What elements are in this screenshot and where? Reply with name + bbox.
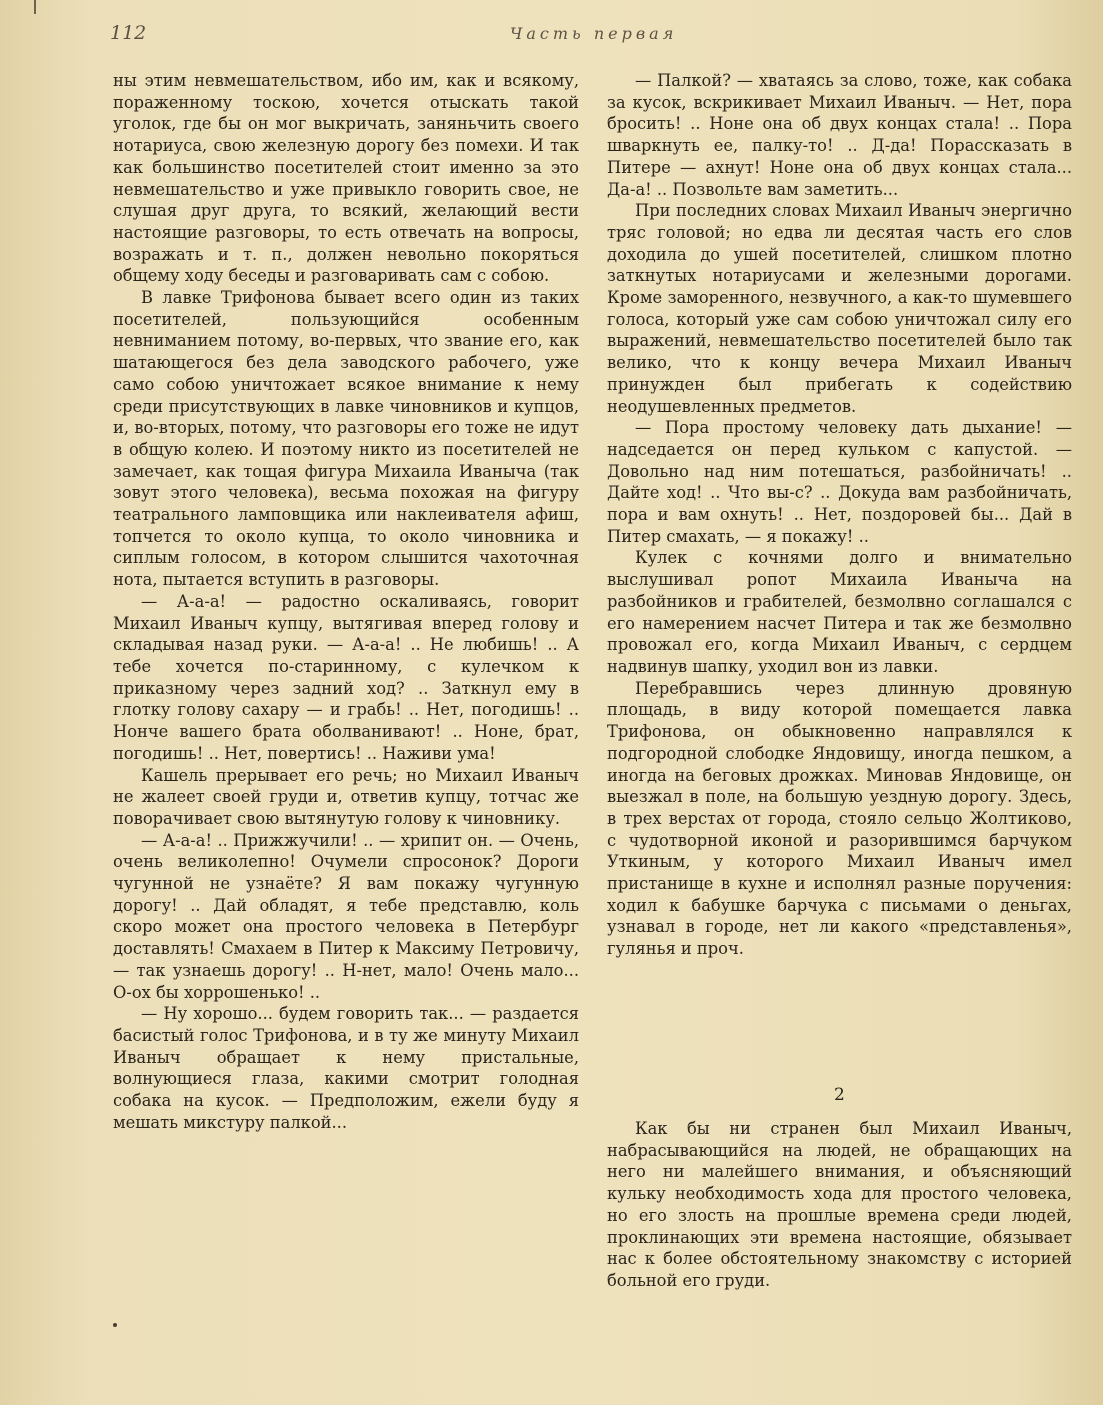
right-column xyxy=(607,70,1072,960)
print-speck xyxy=(113,1323,117,1327)
left-column xyxy=(113,70,579,1133)
paragraph: — Пора простому человеку дать дыхание! — надседается он перед кульком с капустой. — Довольно над ним потешаться, разбойничать! .. Дайте ход! .. Что вы-с? .. Докуда вам разбойничать, пора и вам охнуть! .. Нет, поздоровей бы... Дай в Питер смахать, — я покажу! .. xyxy=(607,418,1072,546)
paragraph: — А-а-а! .. Прижжучили! .. — хрипит он. — Очень, очень великолепно! Очумели спросонок? Дороги чугунной не узнаёте? Я вам покажу чугунную дорогу! .. Дай обладят, я тебе представлю, коль скоро может она простого человека в Петербург доставлять! Смахаем в Питер к Максиму Петровичу, — так узнаешь дорогу! .. Н-нет, мало! Очень мало... О-ох бы хоррошенько! .. xyxy=(113,830,579,1002)
paragraph: ны этим невмешательством, ибо им, как и всякому, пораженному тоскою, хочется отыскать такой уголок, где бы он мог выкричать, заняньчить своего нотариуса, свою железную дорогу без помехи. И так как большинство посетителей стоит именно за это невмешательство и уже привыкло говорить свое, не слушая друг друга, то всякий, желающий вести настоящие разговоры, то есть отвечать на вопросы, возражать и т. п., должен невольно покоряться общему ходу беседы и разговаривать сам с собою. xyxy=(113,71,579,286)
section-number: 2 xyxy=(834,1085,845,1105)
paragraph: — Ну хорошо... будем говорить так... — раздается басистый голос Трифонова, и в ту же минуту Михаил Иваныч обращает к нему пристальные, волнующиеся глаза, какими смотрит голодная собака на кусок. — Предположим, ежели буду я мешать микстуру палкой... xyxy=(113,1004,579,1132)
paragraph: — Палкой? — хватаясь за слово, тоже, как собака за кусок, вскрикивает Михаил Иваныч. — Нет, пора бросить! .. Ноне она об двух концах стала! .. Пора шваркнуть ее, палку-то! .. Д-да! Порассказать в Питере — ахнут! Ноне она об двух концах стала... Да-а! .. Позвольте вам заметить... xyxy=(607,71,1072,199)
paragraph: — А-а-а! — радостно оскаливаясь, говорит Михаил Иваныч купцу, вытягивая вперед голову и складывая назад руки. — А-а-а! .. Не любишь! .. А тебе хочется по-старинному, с кулечком к приказному через задний ход? .. Заткнул ему в глотку голову сахару — и грабь! .. Нет, погодишь! .. Нонче вашего брата оболванивают! .. Ноне, брат, погодишь! .. Нет, повертись! .. Наживи ума! xyxy=(113,591,579,763)
scan-mark xyxy=(34,0,36,14)
paragraph: Перебравшись через длинную дровяную площадь, в виду которой помещается лавка Трифонова, он обыкновенно направлялся к подгородной слободке Яндовищу, иногда пешком, а иногда на беговых дрожках. Миновав Яндовище, он выезжал в поле, на большую уездную дорогу. Здесь, в трех верстах от города, стояло сельцо Жолтиково, с чудотворной иконой и разорившимся барчуком Уткиным, у которого Михаил Иваныч имел пристанище в кухне и исполнял разные поручения: ходил к бабушке барчука с письмами о деньгах, узнавал в городе, нет ли какого «представленья», гулянья и проч. xyxy=(607,678,1072,959)
paragraph: При последних словах Михаил Иваныч энергично тряс головой; но едва ли десятая часть его слов доходила до ушей посетителей, слишком плотно заткнутых нотариусами и железными дорогами. Кроме заморенного, незвучного, а как-то шумевшего голоса, который уже сам собою уничтожал силу его выражений, невмешательство посетителей было так велико, что к концу вечера Михаил Иваныч принужден был прибегать к содействию неодушевленных предметов. xyxy=(607,201,1072,416)
paragraph: Как бы ни странен был Михаил Иваныч, набрасывающийся на людей, не обращающих на него ни малейшего внимания, и объясняющий кульку необходимость хода для простого человека, но его злость на прошлые времена среди людей, проклинающих эти времена настоящие, обязывает нас к более обстоятельному знакомству с историей больной его груди. xyxy=(607,1119,1072,1290)
paragraph: Кулек с кочнями долго и внимательно выслушивал ропот Михаила Иваныча на разбойников и грабителей, безмолвно соглашался с его намерением насчет Питера и так же безмолвно провожал его, когда Михаил Иваныч, с сердцем надвинув шапку, уходил вон из лавки. xyxy=(607,548,1072,676)
running-head: Часть первая xyxy=(510,24,678,43)
section-text-column xyxy=(607,1118,1072,1292)
page-number: 112 xyxy=(110,22,147,44)
paragraph: Кашель прерывает его речь; но Михаил Иваныч не жалеет своей груди и, ответив купцу, тотчас же поворачивает свою вытянутую голову к чиновнику. xyxy=(113,765,579,828)
paragraph: В лавке Трифонова бывает всего один из таких посетителей, пользующийся особенным невниманием потому, во-первых, что звание его, как шатающегося без дела заводского рабочего, уже само собою уничтожает всякое внимание к нему среди присутствующих в лавке чиновников и купцов, и, во-вторых, потому, что разговоры его тоже не идут в общую колею. И поэтому никто из посетителей не замечает, как тощая фигура Михаила Иваныча (так зовут этого человека), весьма похожая на фигуру театрального ламповщика или наклеивателя афиш, топчется то около купца, то около чиновника и сиплым голосом, в котором слышится чахоточная нота, пытается вступить в разговоры. xyxy=(113,288,579,590)
